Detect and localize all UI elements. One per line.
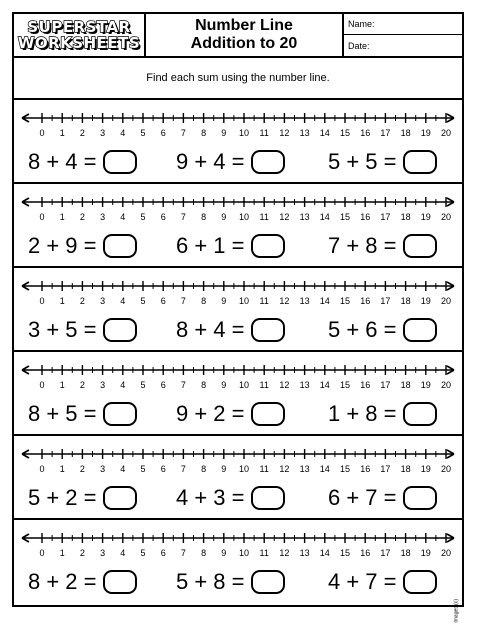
number-line-label: 13 bbox=[299, 548, 310, 558]
number-line-label: 6 bbox=[160, 296, 166, 306]
problem-equation: 3 + 5 = bbox=[28, 317, 97, 342]
number-line-label: 6 bbox=[160, 212, 166, 222]
number-line-label: 17 bbox=[380, 212, 391, 222]
number-line-label: 13 bbox=[299, 464, 310, 474]
answer-box[interactable] bbox=[103, 150, 137, 174]
worksheet-header bbox=[14, 14, 462, 58]
answer-box[interactable] bbox=[251, 234, 285, 258]
number-line-label: 9 bbox=[221, 548, 227, 558]
number-line-label: 10 bbox=[238, 548, 250, 558]
number-line-label: 18 bbox=[400, 380, 411, 390]
number-line-label: 20 bbox=[440, 548, 452, 558]
number-line-label: 12 bbox=[279, 548, 290, 558]
number-line-label: 9 bbox=[221, 296, 227, 306]
problem-row bbox=[14, 436, 462, 520]
date-label: Date: bbox=[348, 40, 370, 51]
problem-equation: 2 + 9 = bbox=[28, 233, 97, 258]
number-line-label: 14 bbox=[319, 548, 330, 558]
number-line-label: 18 bbox=[400, 128, 411, 138]
number-line-label: 6 bbox=[160, 380, 166, 390]
number-line-label: 13 bbox=[299, 212, 310, 222]
answer-box[interactable] bbox=[403, 402, 437, 426]
number-line-label: 3 bbox=[100, 296, 106, 306]
number-line-label: 0 bbox=[39, 296, 45, 306]
number-line-label: 19 bbox=[420, 380, 431, 390]
number-line-label: 4 bbox=[120, 548, 126, 558]
number-line-label: 15 bbox=[339, 380, 351, 390]
problem-row bbox=[14, 100, 462, 184]
number-line-label: 8 bbox=[201, 464, 207, 474]
number-line-label: 17 bbox=[380, 380, 391, 390]
number-line-label: 16 bbox=[360, 212, 371, 222]
problem-row bbox=[14, 352, 462, 436]
number-line-label: 1 bbox=[59, 548, 65, 558]
number-line-label: 2 bbox=[79, 380, 85, 390]
addition-problem bbox=[328, 145, 437, 179]
number-line bbox=[20, 278, 456, 308]
number-line-label: 4 bbox=[120, 296, 126, 306]
answer-box[interactable] bbox=[251, 150, 285, 174]
addition-problem bbox=[176, 481, 285, 515]
problem-row bbox=[14, 184, 462, 268]
number-line-label: 5 bbox=[140, 380, 146, 390]
answer-box[interactable] bbox=[403, 150, 437, 174]
number-line-label: 5 bbox=[140, 296, 146, 306]
answer-box[interactable] bbox=[103, 486, 137, 510]
addition-problem bbox=[328, 481, 437, 515]
addition-problem bbox=[328, 565, 437, 599]
number-line-label: 14 bbox=[319, 464, 330, 474]
number-line-label: 14 bbox=[319, 296, 330, 306]
name-date-box bbox=[344, 14, 462, 56]
worksheet bbox=[12, 12, 464, 623]
answer-box[interactable] bbox=[103, 570, 137, 594]
number-line-label: 10 bbox=[238, 128, 250, 138]
number-line bbox=[20, 362, 456, 392]
number-line-label: 10 bbox=[238, 464, 250, 474]
number-line-label: 13 bbox=[299, 296, 310, 306]
worksheet-title bbox=[144, 14, 344, 56]
problem-equation: 5 + 8 = bbox=[176, 569, 245, 594]
number-line-label: 0 bbox=[39, 380, 45, 390]
number-line-label: 11 bbox=[259, 296, 269, 306]
superstar-worksheets-logo bbox=[16, 16, 142, 54]
addition-problem bbox=[176, 397, 285, 431]
problem-equation: 4 + 3 = bbox=[176, 485, 245, 510]
number-line-label: 12 bbox=[279, 296, 290, 306]
addition-problem bbox=[328, 313, 437, 347]
title-line-1: Number Line bbox=[195, 17, 293, 34]
name-label: Name: bbox=[348, 19, 375, 29]
number-line-label: 20 bbox=[440, 296, 452, 306]
number-line-label: 13 bbox=[299, 380, 310, 390]
addition-problem bbox=[28, 397, 137, 431]
number-line-label: 15 bbox=[339, 548, 351, 558]
number-line-label: 17 bbox=[380, 548, 391, 558]
problem-equation: 8 + 2 = bbox=[28, 569, 97, 594]
addition-problem bbox=[28, 313, 137, 347]
number-line-label: 11 bbox=[259, 128, 269, 138]
problem-equation: 5 + 5 = bbox=[328, 149, 397, 174]
number-line-label: 3 bbox=[100, 212, 106, 222]
addition-problem bbox=[176, 565, 285, 599]
number-line-label: 3 bbox=[100, 464, 106, 474]
answer-box[interactable] bbox=[403, 570, 437, 594]
addition-problem bbox=[328, 229, 437, 263]
number-line-label: 2 bbox=[79, 548, 85, 558]
problem-equation: 8 + 4 = bbox=[28, 149, 97, 174]
addition-problem bbox=[176, 145, 285, 179]
answer-box[interactable] bbox=[251, 318, 285, 342]
number-line-label: 10 bbox=[238, 380, 250, 390]
number-line-label: 20 bbox=[440, 464, 452, 474]
number-line-label: 4 bbox=[120, 464, 126, 474]
answer-box[interactable] bbox=[403, 234, 437, 258]
number-line-label: 8 bbox=[201, 128, 207, 138]
number-line-label: 7 bbox=[180, 212, 186, 222]
number-line-label: 19 bbox=[420, 212, 431, 222]
number-line-label: 20 bbox=[440, 128, 452, 138]
number-line-label: 11 bbox=[259, 212, 269, 222]
date-field[interactable] bbox=[344, 35, 462, 56]
problem-row bbox=[14, 520, 462, 604]
number-line-label: 17 bbox=[380, 464, 391, 474]
problem-equation: 9 + 4 = bbox=[176, 149, 245, 174]
problem-equation: 4 + 7 = bbox=[328, 569, 397, 594]
instructions: Find each sum using the number line. bbox=[14, 58, 462, 100]
answer-box[interactable] bbox=[403, 486, 437, 510]
answer-box[interactable] bbox=[103, 402, 137, 426]
number-line-label: 8 bbox=[201, 380, 207, 390]
number-line-label: 19 bbox=[420, 548, 431, 558]
number-line-label: 2 bbox=[79, 128, 85, 138]
number-line-label: 0 bbox=[39, 128, 45, 138]
number-line-label: 3 bbox=[100, 380, 106, 390]
name-field[interactable] bbox=[344, 14, 462, 35]
number-line-label: 18 bbox=[400, 548, 411, 558]
answer-box[interactable] bbox=[103, 234, 137, 258]
number-line-label: 0 bbox=[39, 548, 45, 558]
number-line-label: 8 bbox=[201, 548, 207, 558]
number-line-label: 1 bbox=[59, 128, 65, 138]
logo-line-1: SUPERSTAR bbox=[27, 18, 131, 36]
number-line-label: 16 bbox=[360, 296, 371, 306]
number-line-label: 17 bbox=[380, 296, 391, 306]
number-line-label: 15 bbox=[339, 296, 351, 306]
number-line-label: 16 bbox=[360, 548, 371, 558]
problem-equation: 7 + 8 = bbox=[328, 233, 397, 258]
number-line-label: 1 bbox=[59, 212, 65, 222]
copyright-note: Images (c) bbox=[454, 599, 460, 623]
number-line-label: 4 bbox=[120, 128, 126, 138]
number-line-label: 5 bbox=[140, 212, 146, 222]
number-line-label: 0 bbox=[39, 212, 45, 222]
number-line-label: 19 bbox=[420, 296, 431, 306]
number-line-label: 2 bbox=[79, 212, 85, 222]
number-line bbox=[20, 446, 456, 476]
number-line-label: 0 bbox=[39, 464, 45, 474]
number-line-label: 5 bbox=[140, 548, 146, 558]
number-line-label: 7 bbox=[180, 548, 186, 558]
number-line-label: 10 bbox=[238, 296, 250, 306]
title-line-2: Addition to 20 bbox=[190, 35, 298, 52]
answer-box[interactable] bbox=[103, 318, 137, 342]
number-line-label: 11 bbox=[259, 548, 269, 558]
number-line-label: 20 bbox=[440, 380, 452, 390]
number-line-label: 12 bbox=[279, 128, 290, 138]
addition-problem bbox=[28, 565, 137, 599]
number-line-label: 12 bbox=[279, 380, 290, 390]
number-line-label: 6 bbox=[160, 128, 166, 138]
number-line-label: 6 bbox=[160, 464, 166, 474]
number-line-label: 16 bbox=[360, 380, 371, 390]
number-line-label: 10 bbox=[238, 212, 250, 222]
problem-equation: 6 + 1 = bbox=[176, 233, 245, 258]
number-line-label: 13 bbox=[299, 128, 310, 138]
number-line-label: 7 bbox=[180, 464, 186, 474]
addition-problem bbox=[28, 481, 137, 515]
number-line-label: 12 bbox=[279, 212, 290, 222]
addition-problem bbox=[176, 313, 285, 347]
number-line-label: 8 bbox=[201, 296, 207, 306]
problem-equation: 1 + 8 = bbox=[328, 401, 397, 426]
number-line bbox=[20, 110, 456, 140]
number-line-label: 16 bbox=[360, 464, 371, 474]
number-line-label: 7 bbox=[180, 296, 186, 306]
number-line-label: 19 bbox=[420, 128, 431, 138]
number-line-label: 7 bbox=[180, 128, 186, 138]
number-line-label: 16 bbox=[360, 128, 371, 138]
answer-box[interactable] bbox=[251, 486, 285, 510]
problem-equation: 8 + 4 = bbox=[176, 317, 245, 342]
problem-equation: 8 + 5 = bbox=[28, 401, 97, 426]
number-line-label: 18 bbox=[400, 296, 411, 306]
number-line-label: 18 bbox=[400, 464, 411, 474]
problem-equation: 9 + 2 = bbox=[176, 401, 245, 426]
addition-problem bbox=[328, 397, 437, 431]
number-line-label: 3 bbox=[100, 128, 106, 138]
addition-problem bbox=[28, 229, 137, 263]
addition-problem bbox=[176, 229, 285, 263]
problem-equation: 6 + 7 = bbox=[328, 485, 397, 510]
number-line-label: 20 bbox=[440, 212, 452, 222]
number-line-label: 4 bbox=[120, 380, 126, 390]
logo-line-2: WORKSHEETS bbox=[17, 34, 141, 52]
number-line-label: 9 bbox=[221, 464, 227, 474]
number-line-label: 7 bbox=[180, 380, 186, 390]
number-line-label: 11 bbox=[259, 380, 269, 390]
number-line-label: 17 bbox=[380, 128, 391, 138]
problem-equation: 5 + 2 = bbox=[28, 485, 97, 510]
number-line-label: 4 bbox=[120, 212, 126, 222]
number-line-label: 6 bbox=[160, 548, 166, 558]
number-line-label: 3 bbox=[100, 548, 106, 558]
number-line-label: 15 bbox=[339, 128, 351, 138]
number-line-label: 19 bbox=[420, 464, 431, 474]
number-line-label: 2 bbox=[79, 296, 85, 306]
number-line-label: 15 bbox=[339, 464, 351, 474]
number-line-label: 14 bbox=[319, 128, 330, 138]
addition-problem bbox=[28, 145, 137, 179]
number-line-label: 5 bbox=[140, 464, 146, 474]
answer-box[interactable] bbox=[251, 570, 285, 594]
number-line-label: 14 bbox=[319, 212, 330, 222]
number-line-label: 8 bbox=[201, 212, 207, 222]
problem-row bbox=[14, 268, 462, 352]
number-line-label: 12 bbox=[279, 464, 290, 474]
number-line-label: 1 bbox=[59, 296, 65, 306]
number-line-label: 11 bbox=[259, 464, 269, 474]
number-line-label: 1 bbox=[59, 464, 65, 474]
number-line bbox=[20, 194, 456, 224]
answer-box[interactable] bbox=[403, 318, 437, 342]
number-line-label: 14 bbox=[319, 380, 330, 390]
number-line-label: 9 bbox=[221, 212, 227, 222]
answer-box[interactable] bbox=[251, 402, 285, 426]
number-line bbox=[20, 530, 456, 560]
number-line-label: 1 bbox=[59, 380, 65, 390]
number-line-label: 5 bbox=[140, 128, 146, 138]
number-line-label: 9 bbox=[221, 128, 227, 138]
number-line-label: 2 bbox=[79, 464, 85, 474]
number-line-label: 18 bbox=[400, 212, 411, 222]
problem-equation: 5 + 6 = bbox=[328, 317, 397, 342]
number-line-label: 9 bbox=[221, 380, 227, 390]
number-line-label: 15 bbox=[339, 212, 351, 222]
